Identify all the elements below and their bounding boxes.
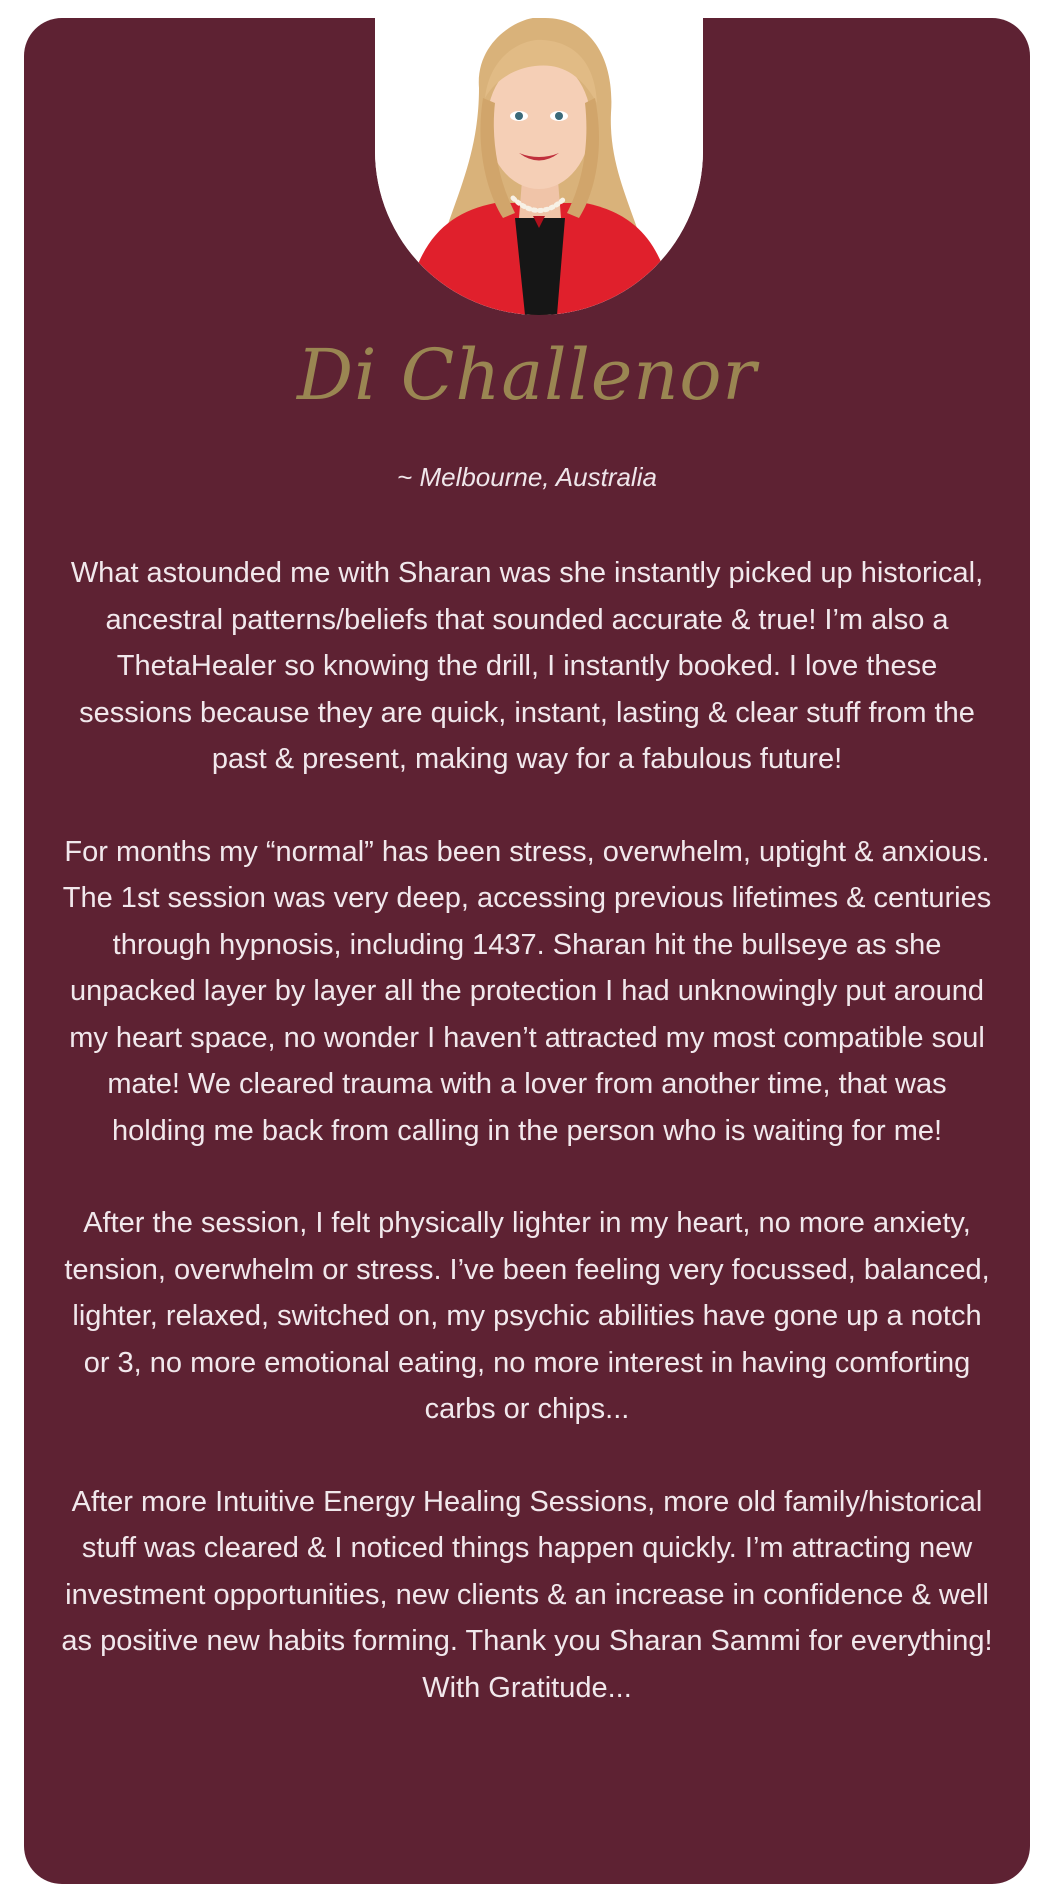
testimonial-paragraph: After the session, I felt physically lighter in my heart, no more anxiety, tension, overwhelm or stress. I’ve been feeling very focussed, balanced, lighter, relaxed, switched on, my psychic abilities have gone up a notch or 3, no more emotional eating, no more interest in having comforting carbs or chips... <box>64 1207 990 1425</box>
testimonial-paragraph: After more Intuitive Energy Healing Sessions, more old family/historical stuff was cleared & I noticed things happen quickly. I’m attracting new investment opportunities, new clients & an increase in confidence & well as positive new habits forming. Thank you Sharan Sammi for everything! With Gratitude... <box>61 1485 993 1704</box>
reviewer-name: Di Challenor <box>296 334 758 416</box>
testimonial-paragraph: What astounded me with Sharan was she instantly picked up historical, ancestral patterns/beliefs that sounded accurate & true! I’m also a ThetaHealer so knowing the drill, I instantly booked. I love these sessions because they are quick, instant, lasting & clear stuff from the past & present, making way for a fabulous future! <box>70 557 984 775</box>
testimonial-text <box>60 550 994 1711</box>
reviewer-location: ~ Melbourne, Australia <box>397 462 657 492</box>
portrait-photo <box>375 18 703 315</box>
avatar <box>375 18 703 315</box>
testimonial-card <box>24 18 1030 1884</box>
testimonial-paragraph: For months my “normal” has been stress, overwhelm, uptight & anxious. The 1st session was very deep, accessing previous lifetimes & centuries through hypnosis, including 1437. Sharan hit the bullseye as she unpacked layer by layer all the protection I had unknowingly put around my heart space, no wonder I haven’t attracted my most compatible soul mate! We cleared trauma with a lover from another time, that was holding me back from calling in the person who is waiting for me! <box>62 835 992 1147</box>
